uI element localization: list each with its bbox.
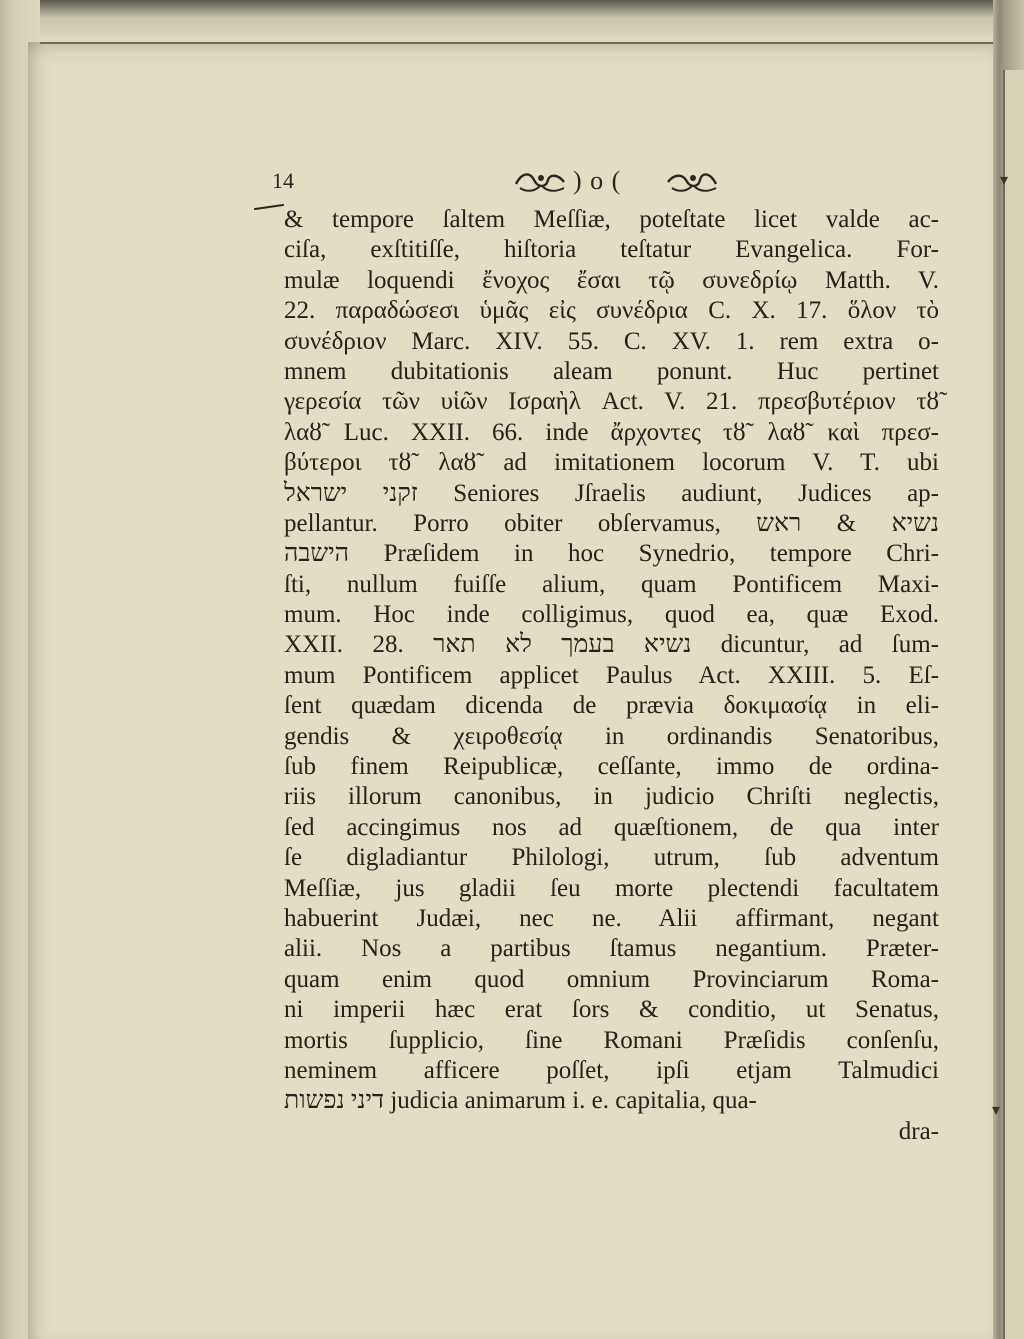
margin-mark: ▾ <box>1000 172 1009 189</box>
text-line: ſed accingimus nos ad quæſtionem, de qua inter <box>284 813 939 841</box>
text-line: quam enim quod omnium Provinciarum Roma- <box>284 965 939 993</box>
text-line: mum Pontificem applicet Paulus Act. XXIII. 5. Eſ- <box>284 661 939 689</box>
text-line: הישבה Præſidem in hoc Synedrio, tempore Chri- <box>284 540 939 568</box>
text-line: συνέδριον Marc. XIV. 55. C. XV. 1. rem extra o- <box>284 327 939 355</box>
text-line: dra- <box>898 1117 939 1145</box>
text-line: mum. Hoc inde colligimus, quod ea, quæ Exod. <box>284 601 939 629</box>
next-page-edge <box>1003 70 1024 1339</box>
text-line: ciſa, exſtitiſſe, hiſtoria teſtatur Evangelica. For- <box>284 236 939 264</box>
text-line: זקני ישראל Seniores Jſraelis audiunt, Judices ap- <box>284 479 939 507</box>
text-line: mnem dubitationis aleam ponunt. Huc pertinet <box>284 357 939 385</box>
text-line: γερεσία τῶν υἱῶν Ισραὴλ Act. V. 21. πρεσβυτέριον τȣ̃ <box>284 388 939 416</box>
fleuron-ornament-icon <box>512 170 570 194</box>
text-line: βύτεροι τȣ̃ λαȣ̃ ad imitationem locorum V. T. ubi <box>284 449 939 477</box>
text-line: habuerint Judæi, nec ne. Alii affirmant, negant <box>284 904 939 932</box>
text-line: XXII. 28. נשיא בעמך לא תאר dicuntur, ad ſum- <box>284 631 939 659</box>
text-line: ſti, nullum fuiſſe alium, quam Pontificem Maxi- <box>284 570 939 598</box>
text-line: 22. παραδώσεσι ὑμᾶς εἰς συνέδρια C. X. 17. ὅλον τὸ <box>284 297 939 325</box>
top-border-line <box>40 42 995 44</box>
text-line: דיני נפשות judicia animarum i. e. capitalia, qua- <box>284 1087 757 1115</box>
text-line: neminem afficere poſſet, ipſi etjam Talmudici <box>284 1056 939 1084</box>
text-line: mortis ſupplicio, ſine Romani Præſidis conſenſu, <box>284 1026 939 1054</box>
text-line: ſub finem Reipublicæ, ceſſante, immo de ordina- <box>284 753 939 781</box>
text-line: Meſſiæ, jus gladii ſeu morte plectendi facultatem <box>284 874 939 902</box>
text-line: pellantur. Porro obiter obſervamus, נשיא & ראש <box>284 509 939 537</box>
text-line: λαȣ̃ Luc. XXII. 66. inde ἄρχοντες τȣ̃ λαȣ̃ καὶ πρεσ- <box>284 418 939 446</box>
text-line: mulæ loquendi ἔνοχος ἔσαι τῷ συνεδρίῳ Matth. V. <box>284 266 939 294</box>
text-line: ſent quædam dicenda de prævia δοκιμασίᾳ in eli- <box>284 692 939 720</box>
fleuron-ornament-icon <box>664 170 722 194</box>
text-line: ni imperii hæc erat ſors & conditio, ut Senatus, <box>284 996 939 1024</box>
header-center-mark: ) o ( <box>573 166 622 195</box>
page-number: 14 <box>272 168 294 193</box>
text-line: riis illorum canonibus, in judicio Chriſti neglectis, <box>284 783 939 811</box>
text-line: & tempore ſaltem Meſſiæ, poteſtate licet valde ac- <box>284 206 939 233</box>
margin-mark: ▾ <box>992 1102 1001 1119</box>
running-header <box>0 166 1024 200</box>
text-line: gendis & χειροθεσίᾳ in ordinandis Senatoribus, <box>284 722 939 750</box>
text-line: alii. Nos a partibus ſtamus negantium. Præter- <box>284 935 939 963</box>
text-line: ſe digladiantur Philologi, utrum, ſub adventum <box>284 844 939 872</box>
body-text <box>284 205 939 1147</box>
